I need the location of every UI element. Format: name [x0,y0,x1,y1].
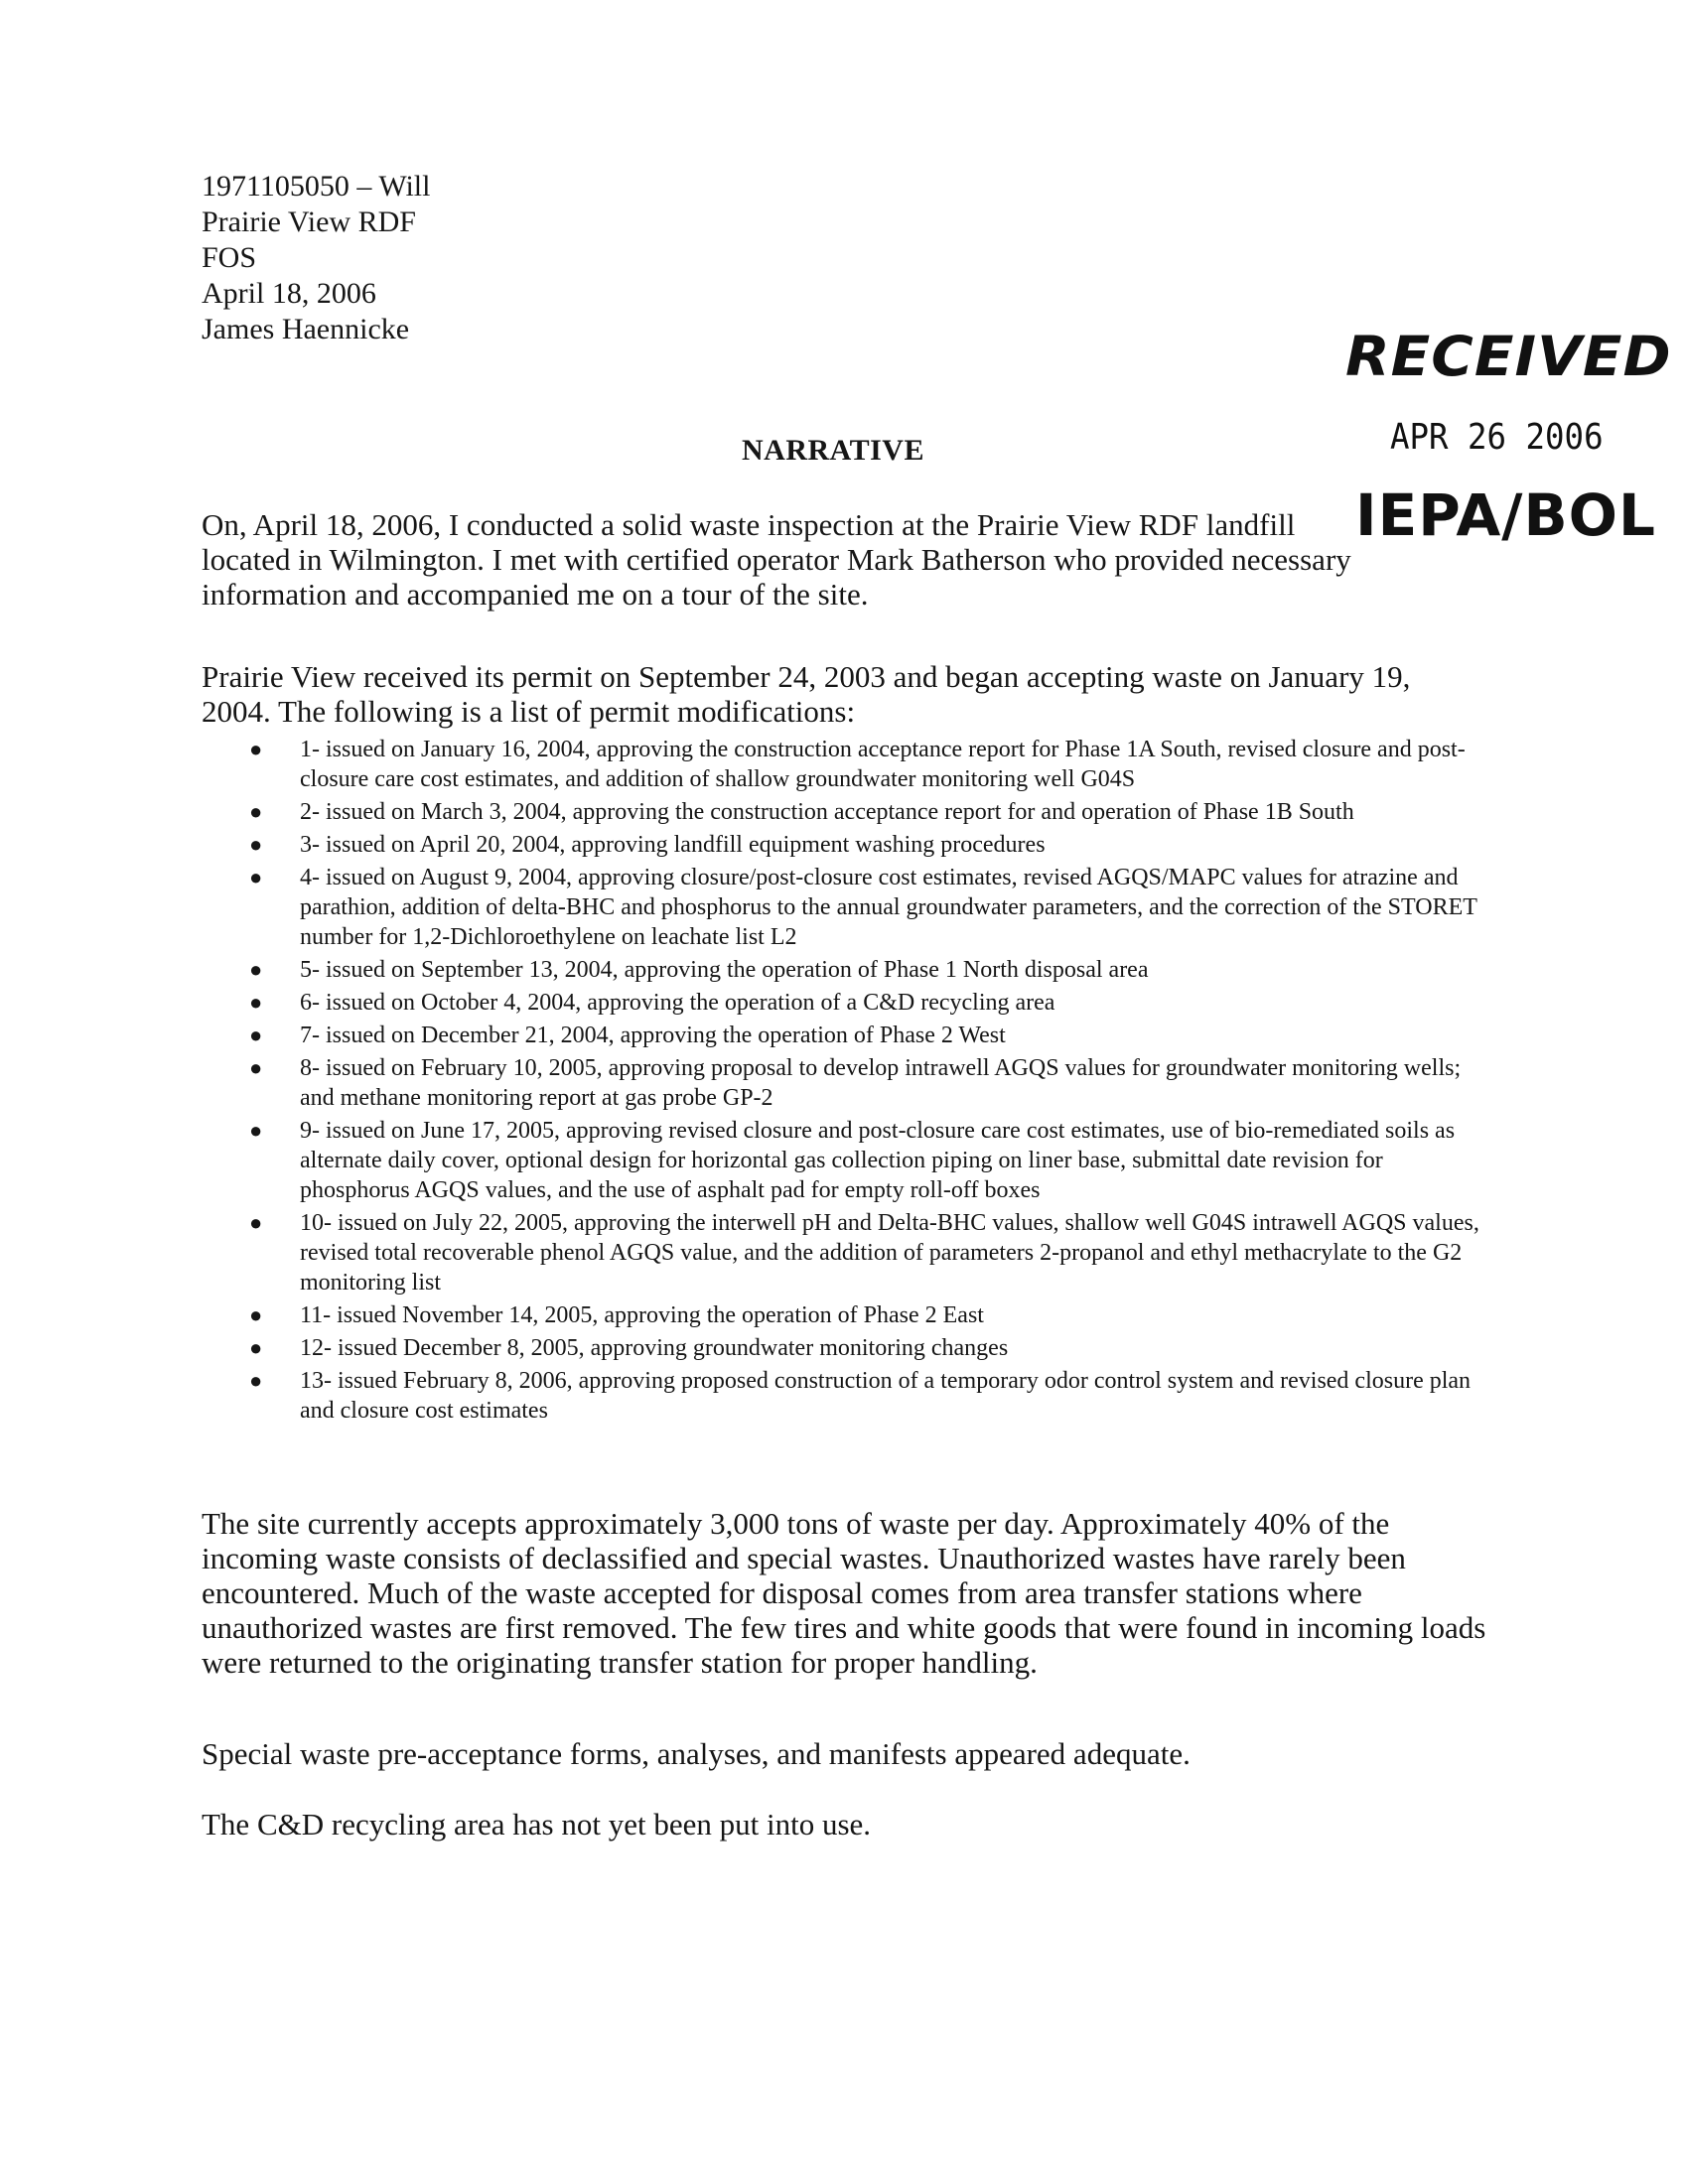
document-header [202,169,430,347]
stamp-received-text: RECEIVED [1345,324,1672,389]
list-item: ● 2- issued on March 3, 2004, approving the construction acceptance report for and operation of Phase 1B South [249,799,1354,825]
bullet-icon: ● [249,1210,263,1235]
special-waste-paragraph: Special waste pre-acceptance forms, analyses, and manifests appeared adequate. [202,1736,1191,1771]
bullet-icon: ● [249,1055,263,1080]
received-stamp [1345,323,1672,551]
bullet-icon: ● [249,1023,263,1047]
intro-paragraph: On, April 18, 2006, I conducted a solid waste inspection at the Prairie View RDF landfill located in Wilmington. I met with certified operator Mark Batherson who provided necessary information and accompanied me on a tour of the site. [202,507,1351,612]
bullet-icon: ● [249,737,263,761]
inspector-name: James Haennicke [202,313,410,345]
page-title: NARRATIVE [742,434,924,467]
bullet-icon: ● [249,957,263,982]
stamp-office: IEPA/BOL [1355,481,1656,549]
bullet-icon: ● [249,1302,263,1327]
bullet-icon: ● [249,832,263,857]
site-id-line: 1971105050 – Will [202,170,431,203]
facility-name: Prairie View RDF [202,205,416,238]
office-code: FOS [202,241,257,274]
recycling-area-paragraph: The C&D recycling area has not yet been put into use. [202,1807,872,1842]
bullet-icon: ● [249,1335,263,1360]
list-item: ● 11- issued November 14, 2005, approving the operation of Phase 2 East [249,1302,984,1328]
list-item: ● 9- issued on June 17, 2005, approving revised closure and post-closure care cost estimates, use of bio-remediated soils as alternate daily cover, optional design for horizontal gas collection piping on liner base, submittal date revision for phosphorus AGQS values, and the use of asphalt pad for empty roll-off boxes [249,1118,1456,1203]
list-item: ● 1- issued on January 16, 2004, approving the construction acceptance report for Phase 1A South, revised closure and post-closure care cost estimates, and addition of shallow groundwater monitoring well G04S [249,737,1466,792]
list-item: ● 3- issued on April 20, 2004, approving landfill equipment washing procedures [249,832,1046,858]
permit-modifications-list [202,735,1482,1429]
list-item: ● 5- issued on September 13, 2004, approving the operation of Phase 1 North disposal area [249,957,1149,983]
list-item: ● 13- issued February 8, 2006, approving proposed construction of a temporary odor control system and revised closure plan and closure cost estimates [249,1368,1472,1424]
list-item: ● 4- issued on August 9, 2004, approving closure/post-closure cost estimates, revised AGQS/MAPC values for atrazine and parathion, addition of delta-BHC and phosphorus to the annual groundwater parameters, and the correction of the STORET number for 1,2-Dichloroethylene on leachate list L2 [249,865,1477,950]
bullet-icon: ● [249,990,263,1015]
list-item: ● 10- issued on July 22, 2005, approving the interwell pH and Delta-BHC values, shallow well G04S intrawell AGQS values, revised total recoverable phenol AGQS value, and the addition of parameters 2-propanol and ethyl methacrylate to the G2 monitoring list [249,1210,1479,1296]
inspection-date: April 18, 2006 [202,277,376,310]
stamp-date: APR 26 2006 [1390,417,1604,458]
list-item: ● 6- issued on October 4, 2004, approving the operation of a C&D recycling area [249,990,1055,1016]
bullet-icon: ● [249,1368,263,1393]
bullet-icon: ● [249,1118,263,1143]
permit-paragraph: Prairie View received its permit on September 24, 2003 and began accepting waste on January 19, 2004. The following is a list of permit modifications: [202,659,1411,729]
list-item: ● 8- issued on February 10, 2005, approving proposal to develop intrawell AGQS values for groundwater monitoring wells; and methane monitoring report at gas probe GP-2 [249,1055,1462,1111]
bullet-icon: ● [249,865,263,889]
waste-acceptance-paragraph: The site currently accepts approximately 3,000 tons of waste per day. Approximately 40% of the incoming waste consists of declassified and special wastes. Unauthorized wastes have rarely been encountered. Much of the waste accepted for disposal comes from area transfer stations where unauthorized wastes are first removed. The few tires and white goods that were found in incoming loads were returned to the originating transfer station for proper handling. [202,1506,1486,1680]
list-item: ● 12- issued December 8, 2005, approving groundwater monitoring changes [249,1335,1009,1361]
bullet-icon: ● [249,799,263,824]
list-item: ● 7- issued on December 21, 2004, approving the operation of Phase 2 West [249,1023,1006,1048]
